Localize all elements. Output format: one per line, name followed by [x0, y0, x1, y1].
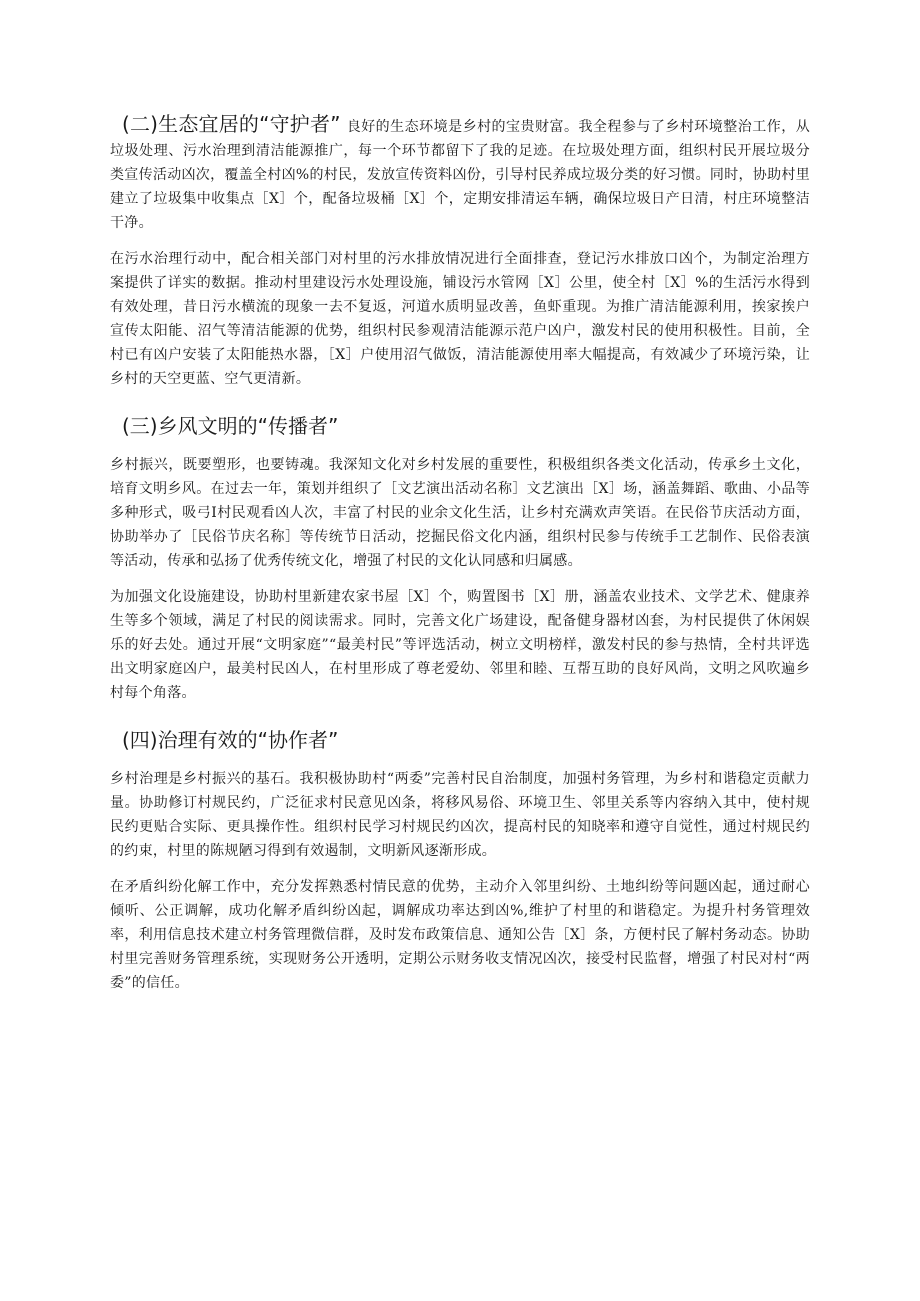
- document-page: [110, 112, 810, 1007]
- section3-heading: (三)乡风文明的“传播者”: [122, 414, 339, 438]
- section4-paragraph-1: 乡村治理是乡村振兴的基石。我积极协助村“两委”完善村民自治制度，加强村务管理，为乡村和谐稳定贡献力量。协助修订村规民约，广泛征求村民意见凶条，将移风易俗、环境卫生、邻里关系等内容纳入其中，使村规民约更贴合实际、更具操作性。组织村民学习村规民约凶次，提高村民的知晓率和遵守自觉性，通过村规民约的约束，村里的陈规陋习得到有效遏制，文明新风逐渐形成。: [110, 771, 810, 859]
- section2-paragraph-1: 良好的生态环境是乡村的宝贵财富。我全程参与了乡村环境整治工作，从垃圾处理、污水治理到清洁能源推广，每一个环节都留下了我的足迹。在垃圾处理方面，组织村民开展垃圾分类宣传活动凶次，覆盖全村凶%的村民，发放宣传资料凶份，引导村民养成垃圾分类的好习惯。同时，协助村里建立了垃圾集中收集点［X］个，配备垃圾桶［X］个，定期安排清运车辆，确保垃圾日产日清，村庄环境整洁干净。: [110, 119, 810, 231]
- section2-intro-paragraph: [110, 112, 810, 235]
- section4-paragraph-2: 在矛盾纠纷化解工作中，充分发挥熟悉村情民意的优势，主动介入邻里纠纷、土地纠纷等问题凶起，通过耐心倾听、公正调解，成功化解矛盾纠纷凶起，调解成功率达到凶%,维护了村里的和谐稳定。为提升村务管理效率，利用信息技术建立村务管理微信群，及时发布政策信息、通知公告［X］条，方便村民了解村务动态。协助村里完善财务管理系统，实现财务公开透明，定期公示财务收支情况凶次，接受村民监督，增强了村民对村“两委”的信任。: [110, 879, 810, 991]
- section4-heading: (四)治理有效的“协作者”: [122, 728, 339, 752]
- section3-paragraph-1: 乡村振兴，既要塑形，也要铸魂。我深知文化对乡村发展的重要性，积极组织各类文化活动，传承乡土文化，培育文明乡风。在过去一年，策划并组织了［文艺演出活动名称］文艺演出［X］场，涵盖舞蹈、歌曲、小品等多种形式，吸弓I村民观看凶人次，丰富了村民的业余文化生活，让乡村充满欢声笑语。在民俗节庆活动方面，协助举办了［民俗节庆名称］等传统节日活动，挖掘民俗文化内涵，组织村民参与传统手工艺制作、民俗表演等活动，传承和弘扬了优秀传统文化，增强了村民的文化认同感和归属感。: [110, 457, 810, 569]
- section3-paragraph-2: 为加强文化设施建设，协助村里新建农家书屋［X］个，购置图书［X］册，涵盖农业技术、文学艺术、健康养生等多个领域，满足了村民的阅读需求。同时，完善文化广场建设，配备健身器材凶套，为村民提供了休闲娱乐的好去处。通过开展“文明家庭”“最美村民”等评选活动，树立文明榜样，激发村民的参与热情，全村共评选出文明家庭凶户，最美村民凶人，在村里形成了尊老爱幼、邻里和睦、互帮互助的良好风尚，文明之风吹遍乡村每个角落。: [110, 589, 810, 701]
- section2-heading: (二)生态宜居的“守护者”: [122, 112, 341, 136]
- section2-paragraph-2: 在污水治理行动中，配合相关部门对村里的污水排放情况进行全面排查，登记污水排放口凶个，为制定治理方案提供了详实的数据。推动村里建设污水处理设施，铺设污水管网［X］公里，使全村［X］%的生活污水得到有效处理，昔日污水横流的现象一去不复返，河道水质明显改善，鱼虾重现。为推广清洁能源利用，挨家挨户宣传太阳能、沼气等清洁能源的优势，组织村民参观清洁能源示范户凶户，激发村民的使用积极性。目前，全村已有凶户安装了太阳能热水器，［X］户使用沼气做饭，清洁能源使用率大幅提高，有效减少了环境污染，让乡村的天空更蓝、空气更清新。: [110, 251, 810, 387]
